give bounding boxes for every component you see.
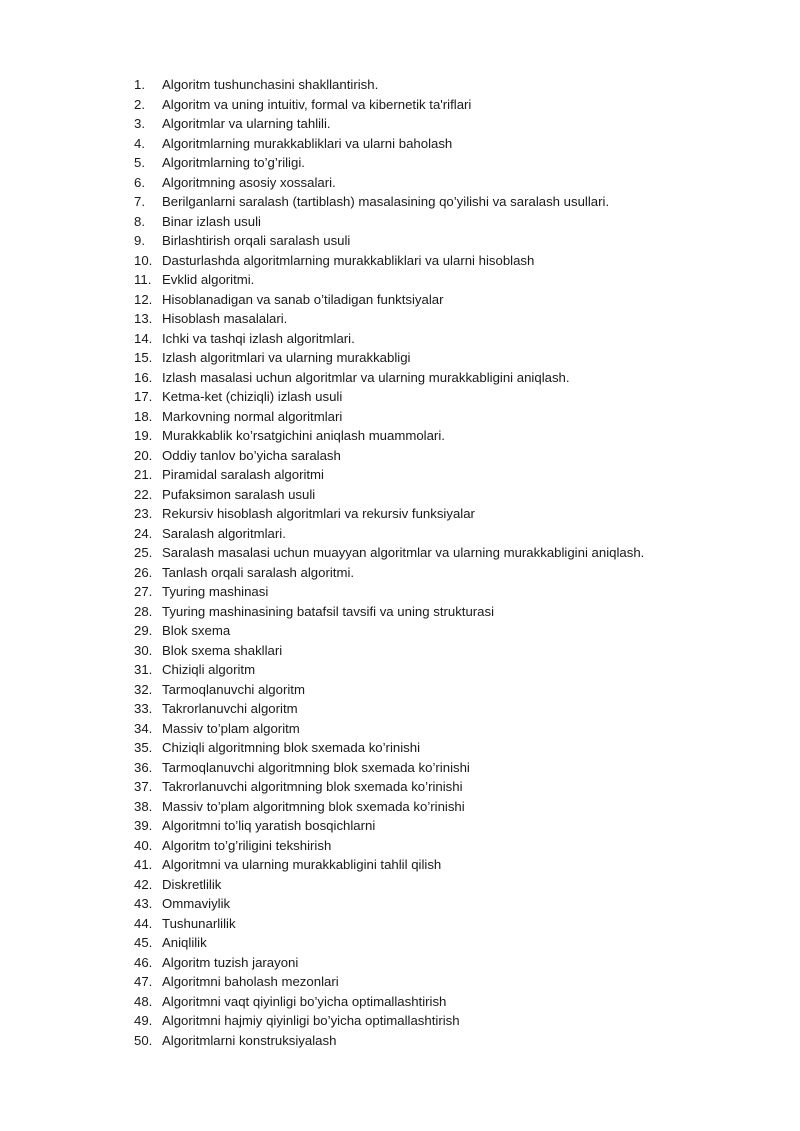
list-item [134,387,774,407]
list-item-number: 19. [134,428,153,443]
list-item [134,797,774,817]
list-item [134,192,774,212]
list-item [134,660,774,680]
list-item [134,972,774,992]
list-item-number: 23. [134,506,153,521]
list-item [134,329,774,349]
list-item-text: Saralash algoritmlari. [162,525,286,541]
list-item-text: Murakkablik ko’rsatgichini aniqlash muammolari. [162,428,445,443]
list-item-number: 43. [134,896,153,911]
list-item-number: 12. [134,291,153,307]
list-item-number: 6. [134,174,145,190]
list-item-number: 1. [134,77,145,92]
list-item-number: 13. [134,311,153,326]
list-item [134,875,774,895]
list-item-number: 34. [134,720,153,736]
list-item [134,134,774,154]
list-item-text: Massiv to’plam algoritmning blok sxemada ko’rinishi [162,798,465,814]
list-item [134,816,774,836]
list-item-number: 17. [134,389,153,404]
list-item-number: 28. [134,603,153,619]
list-item [134,621,774,641]
list-item [134,348,774,368]
list-item-text: Tarmoqlanuvchi algoritmning blok sxemada ko’rinishi [162,759,470,775]
list-item-text: Hisoblash masalalari. [162,311,288,326]
list-item-text: Blok sxema shakllari [162,642,283,658]
list-item-number: 27. [134,584,153,599]
list-item-text: Algoritmlarni konstruksiyalash [162,1032,337,1048]
list-item-number: 5. [134,155,145,170]
list-item-number: 42. [134,876,153,892]
list-item [134,953,774,973]
list-item [134,368,774,388]
list-item-number: 25. [134,545,153,560]
list-item-text: Tanlash orqali saralash algoritmi. [162,564,355,580]
list-item-text: Ketma-ket (chiziqli) izlash usuli [162,389,343,404]
list-item [134,914,774,934]
list-item-text: Oddiy tanlov bo’yicha saralash [162,447,341,463]
list-item [134,75,774,95]
list-item-number: 15. [134,350,153,365]
list-item-text: Algoritmni baholash mezonlari [162,974,339,989]
list-item [134,1011,774,1031]
list-item-number: 9. [134,233,145,248]
list-item [134,485,774,505]
list-item-number: 3. [134,116,145,131]
list-item [134,933,774,953]
list-item-text: Algoritmni to’liq yaratish bosqichlarni [162,818,376,833]
list-item-text: Algoritm tushunchasini shakllantirish. [162,77,379,92]
list-item [134,602,774,622]
list-item-text: Chiziqli algoritmning blok sxemada ko’rinishi [162,740,420,755]
list-item-number: 24. [134,525,153,541]
list-item-text: Markovning normal algoritmlari [162,408,343,424]
list-item-text: Ichki va tashqi izlash algoritmlari. [162,330,355,346]
list-item-number: 33. [134,701,153,716]
list-item-text: Takrorlanuvchi algoritmning blok sxemada ko’rinishi [162,779,463,794]
list-item [134,777,774,797]
list-item-number: 30. [134,642,153,658]
list-item [134,290,774,310]
list-item-text: Binar izlash usuli [162,213,261,229]
list-item-text: Algoritm tuzish jarayoni [162,954,299,970]
list-item-number: 26. [134,564,153,580]
list-item-text: Izlash masalasi uchun algoritmlar va ularning murakkabligini aniqlash. [162,369,570,385]
list-item [134,563,774,583]
list-item-text: Algoritmlarning to’g’riligi. [162,155,305,170]
list-item [134,153,774,173]
list-item [134,446,774,466]
list-item-number: 39. [134,818,153,833]
list-item-text: Algoritmlarning murakkabliklari va ularni baholash [162,135,453,151]
list-item-text: Algoritmlar va ularning tahlili. [162,116,331,131]
list-item-text: Algoritm to’g’riligini tekshirish [162,837,332,853]
list-item-number: 32. [134,681,153,697]
list-item [134,426,774,446]
list-item-number: 38. [134,798,153,814]
list-item-text: Berilganlarni saralash (tartiblash) masalasining qo’yilishi va saralash usullari. [162,194,610,209]
list-item [134,543,774,563]
list-item [134,719,774,739]
list-item-number: 36. [134,759,153,775]
list-item-text: Dasturlashda algoritmlarning murakkabliklari va ularni hisoblash [162,252,535,268]
list-item [134,524,774,544]
list-item [134,212,774,232]
list-item-number: 45. [134,935,153,950]
list-item-number: 40. [134,837,153,853]
list-item-text: Saralash masalasi uchun muayyan algoritmlar va ularning murakkabligini aniqlash. [162,545,645,560]
list-item-text: Algoritmni vaqt qiyinligi bo’yicha optimallashtirish [162,993,447,1009]
list-item-number: 41. [134,857,153,872]
list-item-number: 31. [134,662,153,677]
list-item-text: Hisoblanadigan va sanab o’tiladigan funktsiyalar [162,291,444,307]
list-item-text: Chiziqli algoritm [162,662,256,677]
list-item-text: Algoritmning asosiy xossalari. [162,174,336,190]
list-item-number: 10. [134,252,153,268]
list-item-text: Tarmoqlanuvchi algoritm [162,681,305,697]
list-item-number: 22. [134,486,153,502]
list-item [134,758,774,778]
list-item [134,407,774,427]
list-item-number: 21. [134,467,153,482]
list-item [134,270,774,290]
list-item-number: 20. [134,447,153,463]
list-item-text: Tyuring mashinasi [162,584,269,599]
list-item [134,251,774,271]
list-item-text: Blok sxema [162,623,231,638]
list-item-number: 14. [134,330,153,346]
list-item-text: Algoritmni va ularning murakkabligini tahlil qilish [162,857,442,872]
list-item [134,855,774,875]
list-item [134,173,774,193]
list-item-number: 8. [134,213,145,229]
list-item [134,95,774,115]
list-item-number: 18. [134,408,153,424]
list-item-number: 4. [134,135,145,151]
list-item [134,504,774,524]
numbered-topic-list [134,75,774,1050]
list-item-text: Massiv to’plam algoritm [162,720,300,736]
list-item-number: 2. [134,96,145,112]
list-item [134,465,774,485]
list-item-number: 50. [134,1032,153,1048]
list-item-text: Piramidal saralash algoritmi [162,467,324,482]
list-item [134,738,774,758]
list-item-text: Rekursiv hisoblash algoritmlari va rekursiv funksiyalar [162,506,475,521]
list-item [134,992,774,1012]
list-item-number: 44. [134,915,153,931]
list-item-number: 46. [134,954,153,970]
list-item-text: Algoritmni hajmiy qiyinligi bo’yicha optimallashtirish [162,1013,460,1028]
list-item-number: 47. [134,974,153,989]
list-item-number: 48. [134,993,153,1009]
list-item-number: 37. [134,779,153,794]
list-item-text: Ommaviylik [162,896,231,911]
list-item-text: Tyuring mashinasining batafsil tavsifi va uning strukturasi [162,603,495,619]
list-item [134,231,774,251]
list-item [134,894,774,914]
list-item [134,1031,774,1051]
list-item-number: 29. [134,623,153,638]
list-item-number: 49. [134,1013,153,1028]
list-item-number: 16. [134,369,153,385]
list-item-number: 35. [134,740,153,755]
list-item-text: Algoritm va uning intuitiv, formal va kibernetik ta'riflari [162,96,472,112]
list-item [134,680,774,700]
list-item [134,641,774,661]
list-item-text: Takrorlanuvchi algoritm [162,701,298,716]
list-item [134,582,774,602]
list-item [134,114,774,134]
list-item-text: Tushunarlilik [162,915,236,931]
list-item [134,699,774,719]
list-item-text: Birlashtirish orqali saralash usuli [162,233,351,248]
list-item [134,309,774,329]
list-item-number: 11. [134,272,152,287]
list-item [134,836,774,856]
list-item-number: 7. [134,194,145,209]
list-item-text: Evklid algoritmi. [162,272,255,287]
list-item-text: Aniqlilik [162,935,207,950]
list-item-text: Izlash algoritmlari va ularning murakkabligi [162,350,411,365]
list-item-text: Pufaksimon saralash usuli [162,486,316,502]
list-item-text: Diskretlilik [162,876,222,892]
